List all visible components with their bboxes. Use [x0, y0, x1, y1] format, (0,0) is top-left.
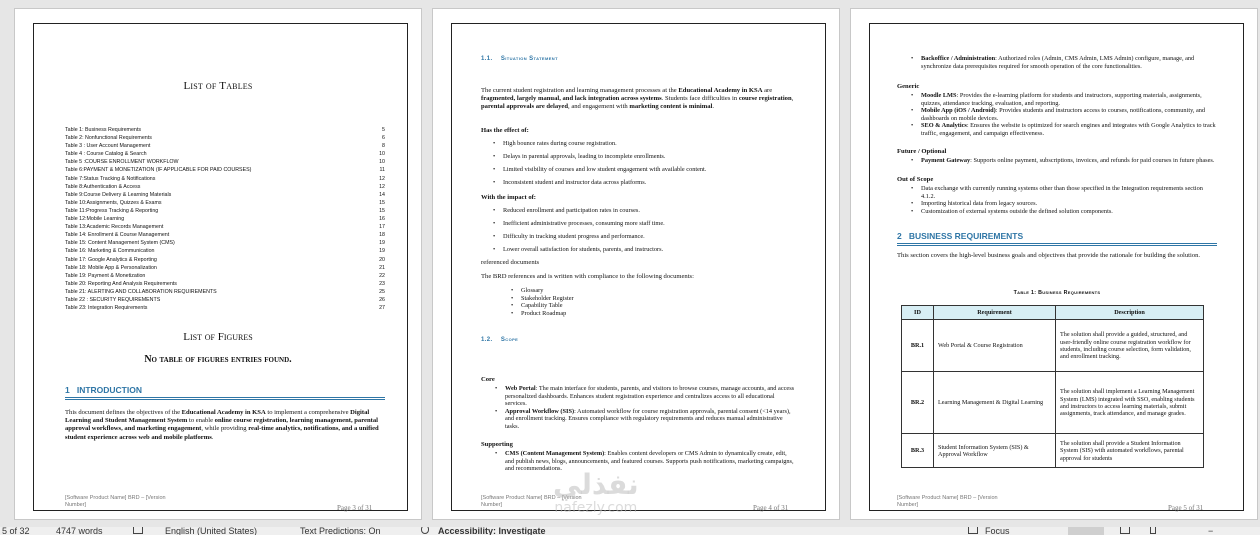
list-item: • Reduced enrollment and participation rates in courses.: [493, 207, 793, 215]
page-footer-left: [Software Product Name] BRD – [Version Number]: [897, 495, 998, 508]
toc-entry-label: Table 20: Reporting And Analysis Requirements: [65, 280, 177, 287]
toc-entry[interactable]: [65, 215, 385, 223]
toc-entry-page: 8: [382, 143, 385, 150]
list-item: [911, 122, 1216, 137]
introduction-heading: [65, 385, 385, 400]
toc-entry-page: 17: [379, 224, 385, 231]
watermark-arabic: نفذلي: [553, 468, 639, 501]
backoffice-list: [911, 55, 1216, 70]
list-item: • Delays in parental approvals, leading to incomplete enrollments.: [493, 153, 793, 161]
list-item: • Customization of external systems outside the defined solution components.: [911, 208, 1216, 216]
toc-entry[interactable]: [65, 142, 385, 150]
toc-entry[interactable]: [65, 280, 385, 288]
toc-entry[interactable]: [65, 126, 385, 134]
toc-entry[interactable]: [65, 191, 385, 199]
toc-entry-page: 19: [379, 248, 385, 255]
out-of-scope-label: Out of Scope: [897, 176, 934, 183]
document-page-4: [432, 8, 840, 520]
toc-entry-page: 21: [379, 264, 385, 271]
toc-entry[interactable]: [65, 175, 385, 183]
list-item: • Product Roadmap: [511, 310, 711, 318]
focus-button[interactable]: Focus: [985, 527, 1010, 535]
list-item: • High bounce rates during course registration.: [493, 140, 793, 148]
toc-entry-label: Table 11:Progress Tracking & Reporting: [65, 207, 159, 214]
toc-entry[interactable]: [65, 183, 385, 191]
toc-entry-page: 22: [379, 272, 385, 279]
business-requirements-table: [901, 305, 1204, 468]
toc-entry[interactable]: [65, 247, 385, 255]
toc-entry-page: 15: [379, 199, 385, 206]
text-predictions[interactable]: Text Predictions: On: [300, 527, 381, 535]
future-label: Future / Optional: [897, 148, 947, 155]
list-item-text: : Automated workflow for course registration approvals, parental consent (<14 years), and enrollment tracking. Ensures compliance with regulatory requirements and reduces manual administrative tasks.: [505, 407, 791, 430]
toc-entry-label: Table 6:PAYMENT & MONETIZATION (IF APPLICABLE FOR PAID COURSES): [65, 167, 252, 174]
toc-entry-page: 12: [379, 175, 385, 182]
table-row: [902, 434, 1204, 468]
list-item: • Capability Table: [511, 302, 711, 310]
watermark-latin: nafezly.com: [554, 500, 638, 516]
toc-entry[interactable]: [65, 239, 385, 247]
toc-entry-label: Table 14: Enrollment & Course Management: [65, 232, 170, 239]
toc-entry-page: 20: [379, 256, 385, 263]
list-item-term: Web Portal: [505, 385, 536, 392]
toc-entry-page: 10: [379, 151, 385, 158]
toc-entry[interactable]: [65, 223, 385, 231]
list-item: • Glossary: [511, 287, 711, 295]
heading-text: INTRODUCTION: [76, 385, 142, 395]
list-item-text: : Provides students and instructors access to courses, notifications, community, and dashboards on mobile devices.: [921, 107, 1206, 122]
toc-entry[interactable]: [65, 231, 385, 239]
toc-entry-label: Table 9:Course Delivery & Learning Materials: [65, 191, 172, 198]
toc-entry-label: Table 18: Mobile App & Personalization: [65, 264, 157, 271]
toc-entry[interactable]: [65, 304, 385, 312]
list-item: • Inefficient administrative processes, consuming more staff time.: [493, 220, 793, 228]
out-of-scope-list: [911, 185, 1216, 215]
list-item: • Data exchange with currently running systems other than those specified in the Integration requirements section 4.1.2.: [911, 185, 1216, 200]
reference-documents-list: [511, 287, 711, 317]
situation-paragraph: The current student registration and learning management processes at the Educational Academy in KSA are fragmented, largely manual, and lack integration across systems. Students face difficulties in course registration, parental approvals are delayed, and engagement with marketing content is minimal.: [481, 87, 794, 111]
scope-heading: 1.2. Scope: [481, 337, 519, 343]
list-item-text: : Enables content developers or CMS Admin to dynamically create, edit, and publish news, blogs, announcements, and featured courses. Supports push notifications, marketing campaigns, and recommendations.: [505, 450, 794, 473]
page-footer-left: [Software Product Name] BRD – [Version Number]: [65, 495, 166, 508]
list-item-term: CMS (Content Management System): [505, 450, 605, 457]
list-item-text: : Ensures the website is optimized for search engines and integrates with Google Analytics to track traffic, engagement, and campaign effectiveness.: [921, 122, 1216, 137]
list-of-figures-title: List of Figures: [183, 331, 253, 343]
cell-requirement: Learning Management & Digital Learning: [934, 372, 1056, 434]
toc-entry[interactable]: [65, 150, 385, 158]
list-item-text: : Provides the e-learning platform for students and instructors, supporting materials, assignments, quizzes, attendance tracking, evaluation, and reporting.: [921, 92, 1202, 107]
toc-entry-label: Table 16: Marketing & Communication: [65, 248, 155, 255]
toc-entry-label: Table 2: Nonfunctional Requirements: [65, 135, 152, 142]
toc-entry-page: 26: [379, 296, 385, 303]
list-item-term: Payment Gateway: [921, 157, 971, 164]
effects-list: [493, 140, 793, 192]
toc-entry[interactable]: [65, 199, 385, 207]
list-item: [911, 107, 1216, 122]
page-number: Page 4 of 31: [753, 504, 789, 512]
cell-id: BR.1: [902, 320, 934, 372]
toc-entry-label: Table 1: Business Requirements: [65, 127, 141, 133]
page-number: Page 5 of 31: [1168, 504, 1204, 512]
toc-entry-page: 27: [379, 305, 385, 312]
language-indicator[interactable]: English (United States): [165, 527, 258, 535]
toc-entry-label: Table 12:Mobile Learning: [65, 216, 125, 223]
toc-entry[interactable]: [65, 166, 385, 174]
toc-entry-label: Table 13:Academic Records Management: [65, 224, 164, 231]
toc-entry-label: Table 10:Assignments, Quizzes & Exams: [65, 199, 162, 206]
list-item-term: Moodle LMS: [921, 92, 957, 99]
cell-description: The solution shall implement a Learning Management System (LMS) integrated with SSO, enabling students and instructors to access learning materials, submit assignments, track attendance, and manage grades.: [1056, 372, 1204, 434]
list-item-term: Approval Workflow (SIS): [505, 407, 575, 415]
table-header-row: [902, 306, 1204, 320]
list-item-term: Backoffice / Administration: [921, 55, 996, 62]
toc-entry[interactable]: [65, 134, 385, 142]
toc-entry-page: 5: [382, 127, 385, 133]
cell-id: BR.2: [902, 372, 934, 434]
toc-entry-page: 14: [379, 191, 385, 198]
toc-entry-page: 6: [382, 135, 385, 142]
toc-entry-label: Table 15: Content Management System (CMS): [65, 240, 175, 247]
list-item: • Inconsistent student and instructor data across platforms.: [493, 179, 793, 187]
business-requirements-intro: This section covers the high-level business goals and objectives that provide the rationale for building the solution.: [897, 252, 1201, 259]
toc-entry-label: Table 7:Status Tracking & Notifications: [65, 175, 156, 182]
toc-entry-label: Table 21: ALERTING AND COLLABORATION REQUIREMENTS: [65, 288, 217, 295]
page-number: Page 3 of 31: [337, 504, 373, 512]
page-count[interactable]: 5 of 32: [2, 527, 30, 535]
toc-entry[interactable]: [65, 256, 385, 264]
list-item-term: Mobile App (iOS / Android): [921, 107, 996, 115]
cell-description: The solution shall provide a guided, structured, and user-friendly online course registration workflow for students, including course selection, form validation, and enrollment tracking.: [1056, 320, 1204, 372]
status-bar: [0, 527, 1260, 535]
business-requirements-heading: [897, 231, 1217, 246]
list-item: • Limited visibility of courses and low student engagement with available content.: [493, 166, 793, 174]
introduction-paragraph: This document defines the objectives of the Educational Academy in KSA to implement a comprehensive Digital Learning and Student Management System to enable online course registration, learning management, parental approval workflows, and marketing engagement, while providing real-time analytics, notifications, and a unified student experience across web and mobile platforms.: [65, 409, 379, 441]
page-footer-left: [Software Product Name] BRD – [Version Number]: [481, 495, 582, 508]
list-item: • Importing historical data from legacy sources.: [911, 200, 1216, 208]
list-item-text: : Supports online payment, subscriptions, invoices, and refunds for paid courses in future phases.: [970, 157, 1215, 164]
list-item: • Lower overall satisfaction for students, parents, and instructors.: [493, 246, 793, 254]
generic-scope-list: [911, 92, 1216, 138]
no-figures-message: No table of figures entries found.: [144, 354, 292, 365]
toc-entry[interactable]: [65, 207, 385, 215]
header-requirement: Requirement: [934, 306, 1056, 320]
toc-entry[interactable]: [65, 272, 385, 280]
list-item: [495, 408, 795, 431]
supporting-scope-list: [495, 450, 795, 473]
list-item: [911, 55, 1216, 70]
toc-entry-page: 12: [379, 183, 385, 190]
header-id: ID: [902, 306, 934, 320]
toc-entry-label: Table 8:Authentication & Access: [65, 183, 141, 190]
watermark-logo: [553, 470, 639, 516]
cell-description: The solution shall provide a Student Information System (SIS) with automated workflows, parental approval for students: [1056, 434, 1204, 468]
list-item: • Difficulty in tracking student progress and performance.: [493, 233, 793, 241]
list-item-term: SEO & Analytics: [921, 122, 967, 130]
toc-entry[interactable]: [65, 296, 385, 304]
list-item-text: : Authorized roles (Admin, CMS Admin, LMS Admin) configure, manage, and synchronize data prerequisites required for smooth operation of the core functionalities.: [921, 55, 1195, 70]
accessibility-status[interactable]: Accessibility: Investigate: [438, 527, 546, 535]
cell-id: BR.3: [902, 434, 934, 468]
table-row: [902, 320, 1204, 372]
word-count[interactable]: 4747 words: [56, 527, 103, 535]
toc-entry-label: Table 23: Integration Requirements: [65, 305, 148, 312]
heading-number: 2: [897, 231, 902, 241]
toc-entry-label: Table 5 :COURSE ENROLLMENT WORKFLOW: [65, 159, 179, 166]
supporting-label: Supporting: [481, 441, 513, 448]
toc-entry-page: 19: [379, 240, 385, 247]
toc-entry-label: Table 19: Payment & Monetization: [65, 272, 146, 279]
toc-entry-page: 23: [379, 280, 385, 287]
toc-entry-page: 16: [379, 216, 385, 223]
toc-entry-page: 25: [379, 288, 385, 295]
heading-number: 1: [65, 385, 70, 395]
list-item: [911, 92, 1216, 107]
brd-reference-text: The BRD references and is written with compliance to the following documents:: [481, 273, 694, 280]
document-page-3: [14, 8, 422, 520]
zoom-out-icon[interactable]: −: [1208, 527, 1214, 535]
table-of-tables: [65, 126, 385, 312]
toc-entry-label: Table 17: Google Analytics & Reporting: [65, 256, 157, 263]
table-row: [902, 372, 1204, 434]
list-item: [495, 385, 795, 408]
situation-statement-heading: 1.1. Situation Statement: [481, 56, 558, 62]
list-item: [911, 157, 1216, 165]
list-item: • Stakeholder Register: [511, 295, 711, 303]
future-scope-list: [911, 157, 1216, 165]
effect-label: Has the effect of:: [481, 127, 529, 134]
generic-label: Generic: [897, 83, 920, 90]
toc-entry-label: Table 3 : User Account Management: [65, 143, 151, 150]
toc-entry-label: Table 4 : Course Catalog & Search: [65, 151, 147, 158]
core-scope-list: [495, 385, 795, 431]
toc-entry[interactable]: [65, 288, 385, 296]
document-page-5: [850, 8, 1258, 520]
heading-text: BUSINESS REQUIREMENTS: [908, 231, 1024, 241]
toc-entry-label: Table 22 : SECURITY REQUIREMENTS: [65, 296, 161, 303]
cell-requirement: Web Portal & Course Registration: [934, 320, 1056, 372]
header-description: Description: [1056, 306, 1204, 320]
impacts-list: [493, 207, 793, 259]
core-label: Core: [481, 376, 495, 383]
toc-entry-page: 15: [379, 207, 385, 214]
toc-entry[interactable]: [65, 158, 385, 166]
toc-entry[interactable]: [65, 264, 385, 272]
list-item: [495, 450, 795, 473]
referenced-documents-label: referenced documents: [481, 259, 540, 266]
list-item-text: : The main interface for students, parents, and visitors to browse courses, manage accounts, and access personalized dashboards. Enhances student registration experience and centralizes access to all educational services.: [505, 385, 795, 408]
toc-entry-page: 18: [379, 232, 385, 239]
toc-entry-page: 11: [379, 167, 385, 174]
cell-requirement: Student Information System (SIS) & Approval Workflow: [934, 434, 1056, 468]
list-of-tables-title: List of Tables: [183, 80, 253, 92]
impact-label: With the impact of:: [481, 194, 537, 201]
table-caption: Table 1: Business Requirements: [1013, 290, 1101, 296]
toc-entry-page: 10: [379, 159, 385, 166]
print-layout-view-button[interactable]: [1068, 527, 1104, 535]
